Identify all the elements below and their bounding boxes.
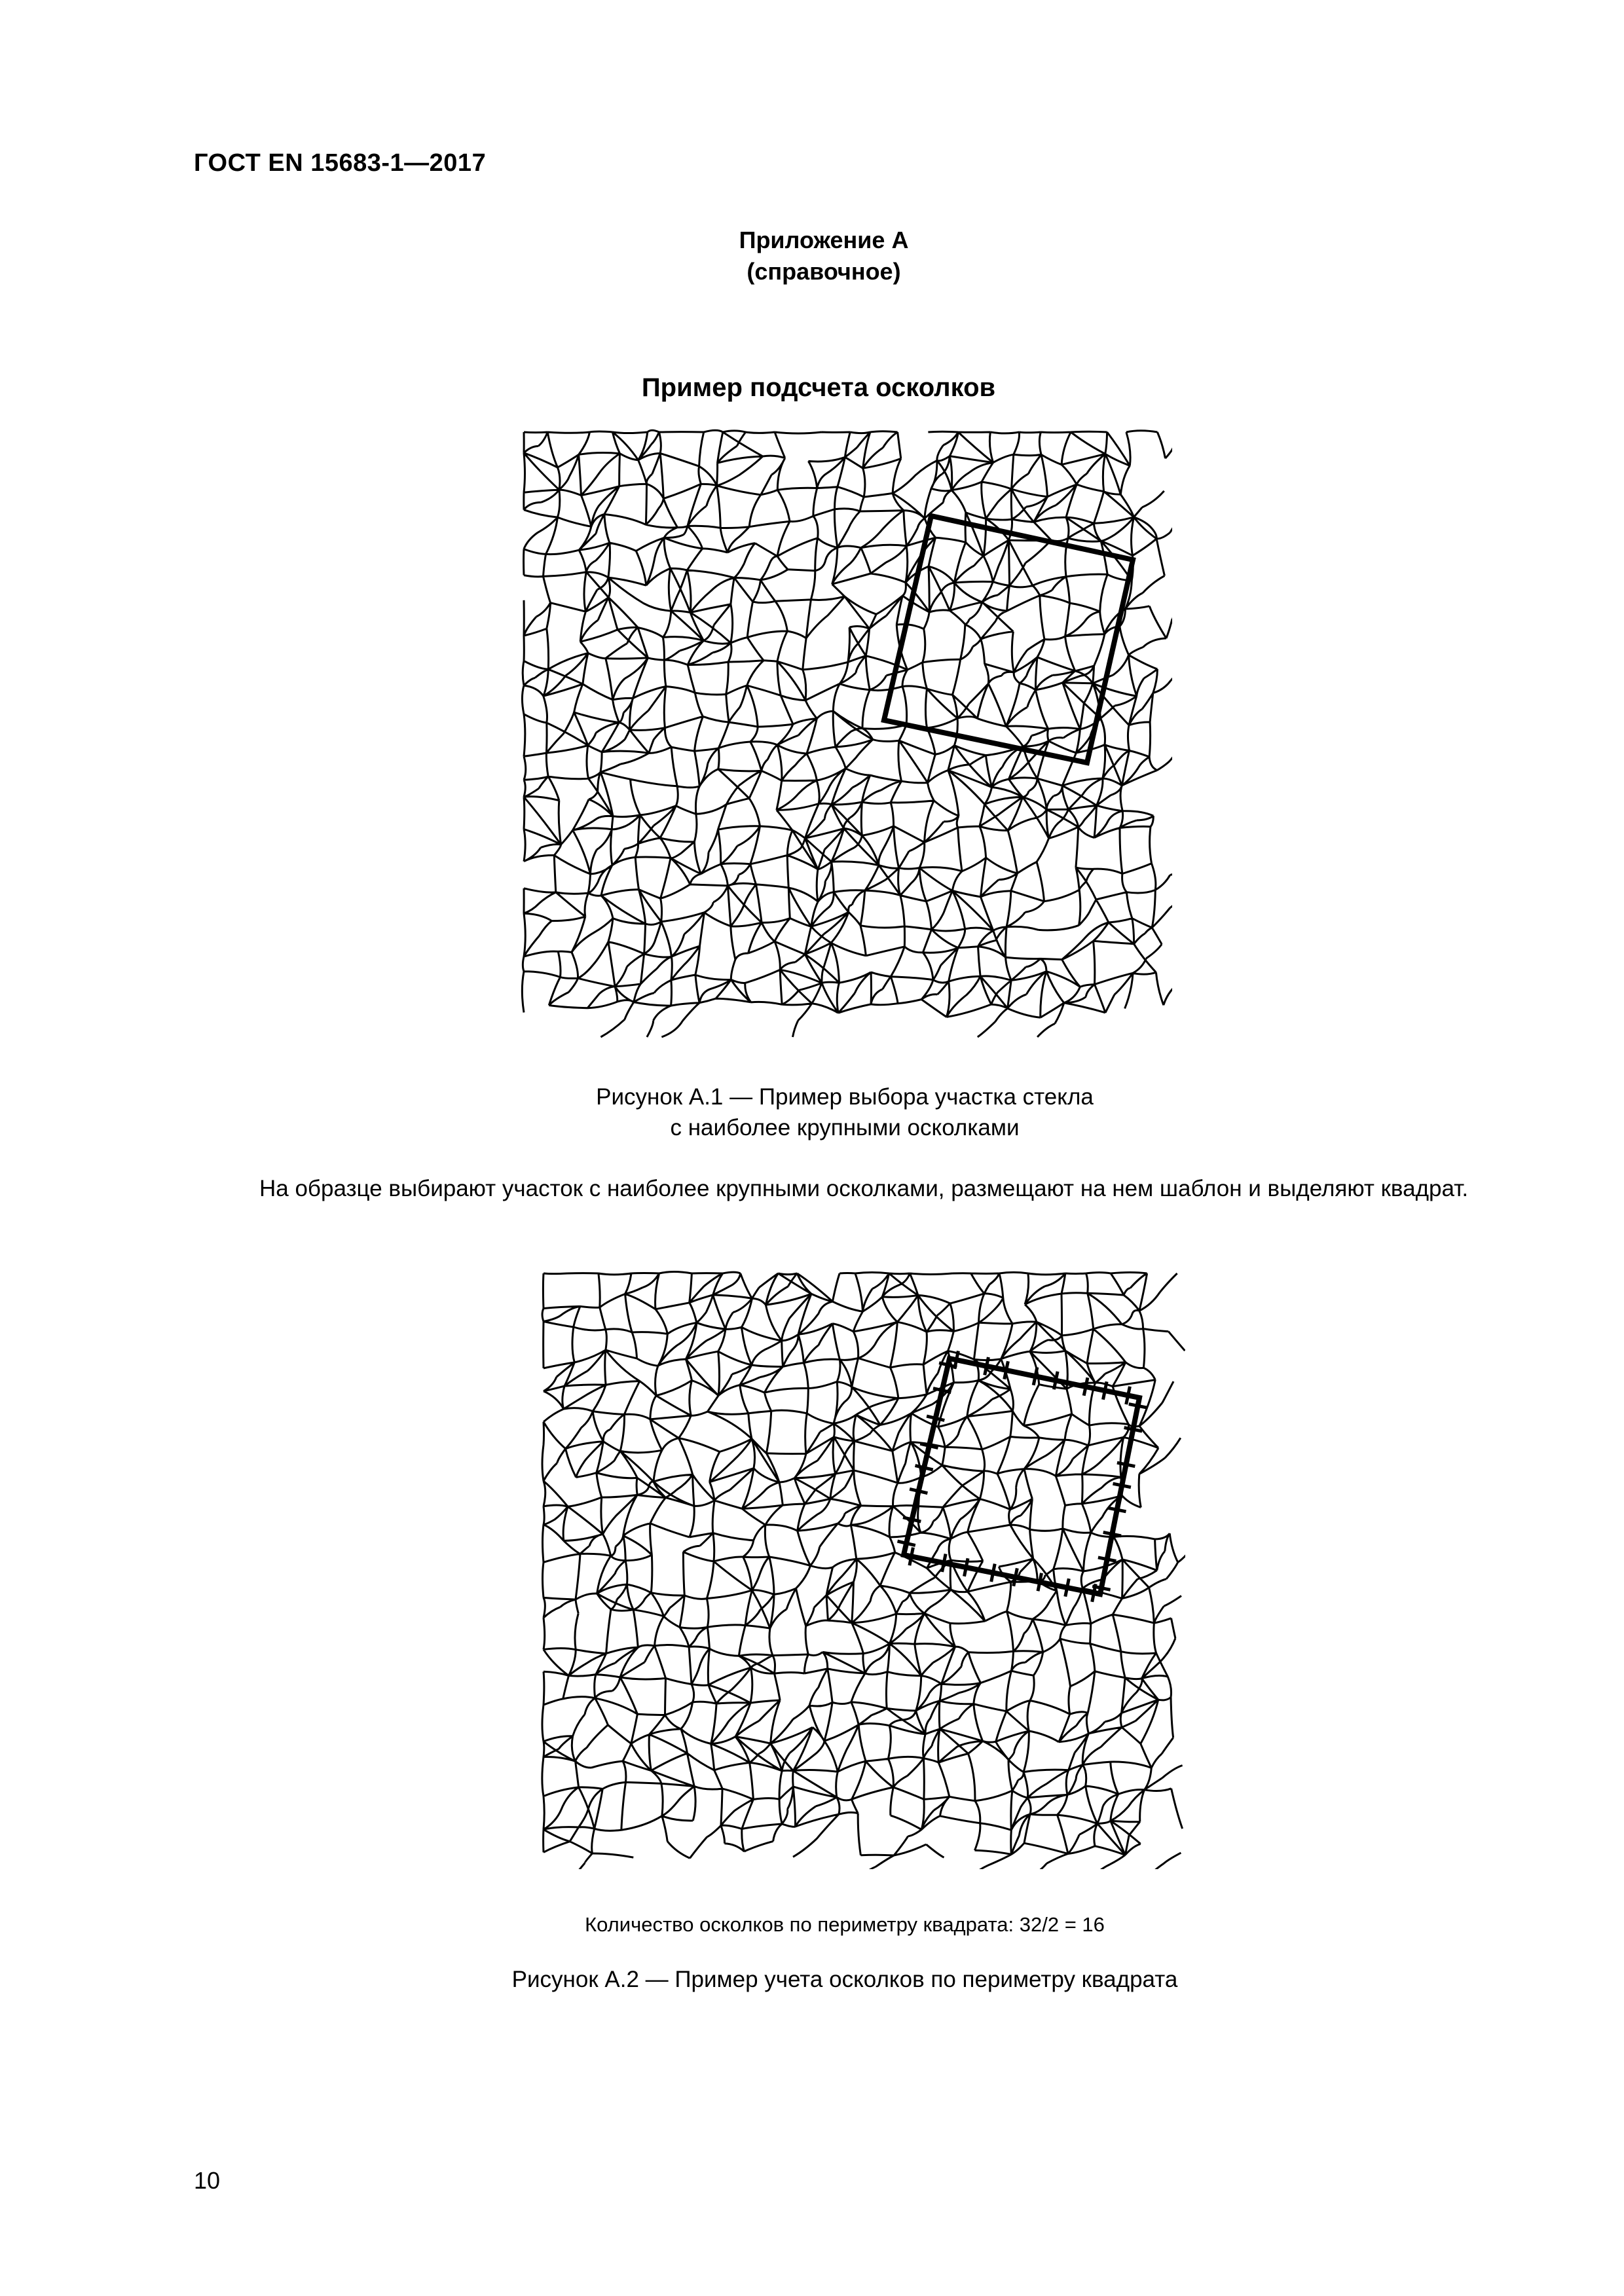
figure-a2-glass-fragments <box>537 1267 1185 1869</box>
perimeter-fragment-tick <box>1108 1508 1126 1512</box>
perimeter-fragment-tick <box>1084 1377 1088 1396</box>
perimeter-fragment-tick <box>1038 1573 1042 1592</box>
perimeter-fragment-tick <box>898 1541 915 1545</box>
perimeter-fragment-tick <box>942 1554 946 1573</box>
crack-lines <box>522 430 1172 1037</box>
perimeter-fragment-tick <box>910 1489 927 1493</box>
figure-a1-glass-fragments <box>517 426 1172 1041</box>
figure-a1-caption-line1: Рисунок А.1 — Пример выбора участка стекла <box>596 1084 1094 1110</box>
perimeter-fragment-tick <box>1065 1578 1069 1596</box>
crack-network <box>522 430 1172 1037</box>
figure-a1-caption-line2: с наиболее крупными осколками <box>670 1115 1020 1140</box>
crack-lines <box>542 1272 1185 1869</box>
perimeter-fragment-tick <box>910 1548 913 1566</box>
perimeter-fragment-tick <box>1129 1404 1147 1408</box>
perimeter-fragment-tick <box>1098 1558 1116 1561</box>
fragment-pattern-a1 <box>517 426 1172 1041</box>
perimeter-fragment-tick <box>1126 1387 1130 1404</box>
section-title: Пример подсчета осколков <box>641 373 996 402</box>
crack-network <box>542 1272 1185 1869</box>
page-number: 10 <box>194 2167 221 2194</box>
perimeter-fragment-tick <box>1014 1568 1018 1586</box>
perimeter-fragment-tick <box>1103 1532 1121 1536</box>
fragment-pattern-a2 <box>537 1267 1185 1869</box>
perimeter-fragment-tick <box>915 1466 933 1470</box>
perimeter-fragment-tick <box>1113 1484 1131 1487</box>
annex-type: (справочное) <box>747 258 901 285</box>
body-paragraph: На образце выбирают участок с наиболее крупными осколками, размещают на нем шаблон и выделяют квадрат. <box>259 1176 1469 1201</box>
perimeter-fragment-tick <box>991 1564 995 1582</box>
figure-a2-caption: Рисунок А.2 — Пример учета осколков по периметру квадрата <box>511 1967 1178 1992</box>
document-header: ГОСТ EN 15683-1—2017 <box>194 149 487 177</box>
annex-title: Приложение А <box>739 227 909 253</box>
perimeter-fragment-tick <box>1033 1367 1037 1385</box>
perimeter-fragment-tick <box>1124 1428 1143 1432</box>
figure-a2-note: Количество осколков по периметру квадрата: 32/2 = 16 <box>585 1913 1105 1936</box>
